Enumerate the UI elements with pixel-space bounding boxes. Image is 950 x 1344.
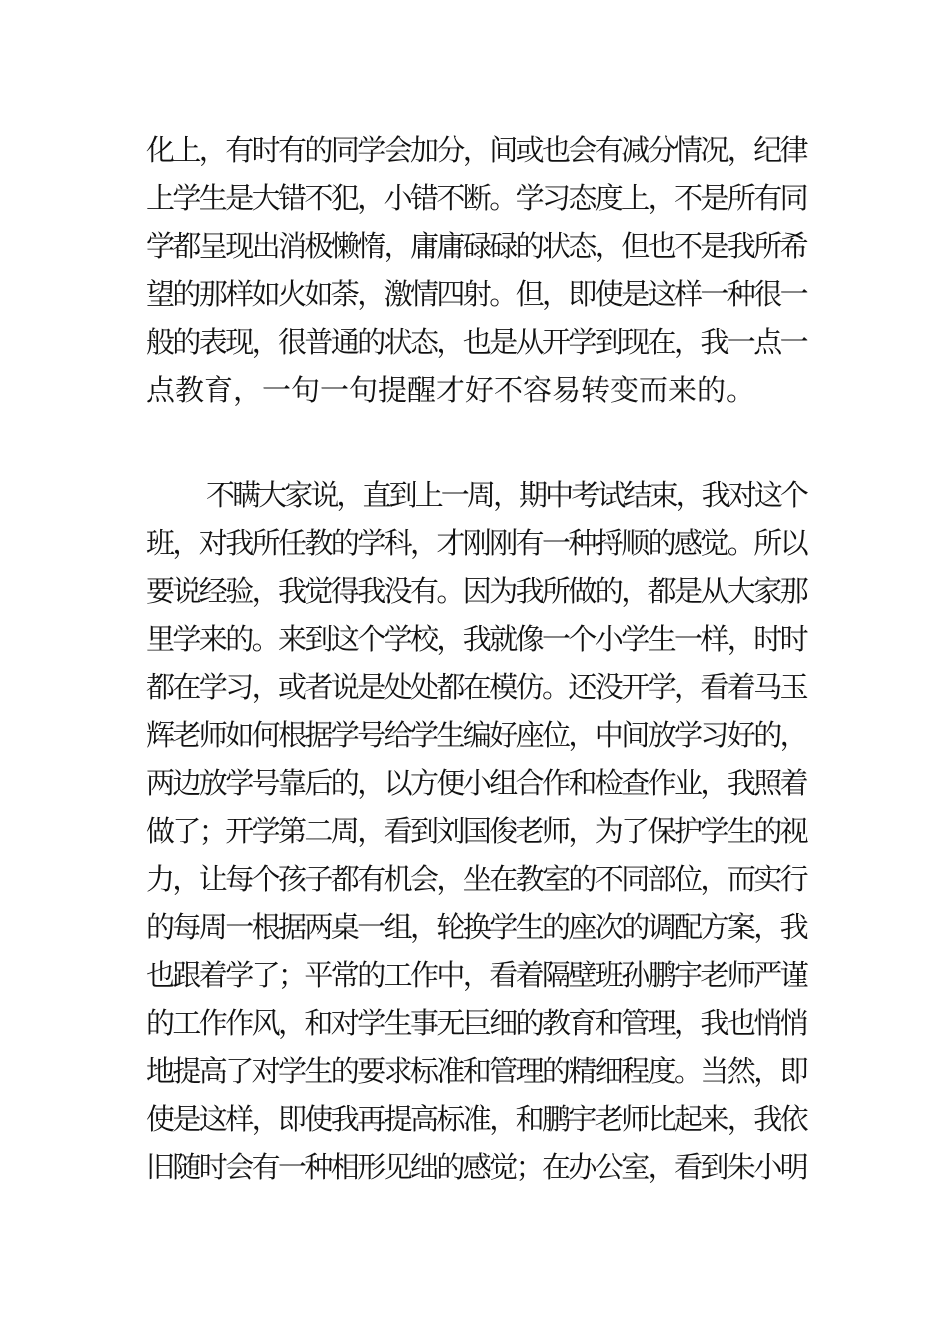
paragraph-line: 不瞒大家说，直到上一周，期中考试结束，我对这个 <box>206 478 807 512</box>
paragraph-line: 的每周一根据两桌一组，轮换学生的座次的调配方案，我 <box>146 910 807 944</box>
paragraph-line: 地提高了对学生的要求标准和管理的精细程度。当然，即 <box>146 1054 807 1088</box>
paragraph-line: 力，让每个孩子都有机会，坐在教室的不同部位，而实行 <box>146 862 807 896</box>
paragraph-line: 的工作作风，和对学生事无巨细的教育和管理，我也悄悄 <box>146 1006 807 1040</box>
paragraph-line: 上学生是大错不犯，小错不断。学习态度上，不是所有同 <box>146 181 807 215</box>
paragraph-line: 点教育，一句一句提醒才好不容易转变而来的。 <box>146 373 756 407</box>
paragraph-line: 两边放学号靠后的，以方便小组合作和检查作业，我照着 <box>146 766 807 800</box>
paragraph-line: 使是这样，即使我再提高标准，和鹏宇老师比起来，我依 <box>146 1102 807 1136</box>
paragraph-line: 要说经验，我觉得我没有。因为我所做的，都是从大家那 <box>146 574 807 608</box>
paragraph-line: 班，对我所任教的学科，才刚刚有一种捋顺的感觉。所以 <box>146 526 807 560</box>
paragraph-line: 学都呈现出消极懒惰，庸庸碌碌的状态，但也不是我所希 <box>146 229 807 263</box>
paragraph-line: 旧随时会有一种相形见绌的感觉；在办公室，看到朱小明 <box>146 1150 807 1184</box>
paragraph-line: 都在学习，或者说是处处都在模仿。还没开学，看着马玉 <box>146 670 807 704</box>
paragraph-line: 辉老师如何根据学号给学生编好座位，中间放学习好的， <box>146 718 807 752</box>
paragraph-line: 里学来的。来到这个学校，我就像一个小学生一样，时时 <box>146 622 807 656</box>
paragraph-line: 做了；开学第二周，看到刘国俊老师，为了保护学生的视 <box>146 814 807 848</box>
paragraph-line: 般的表现，很普通的状态，也是从开学到现在，我一点一 <box>146 325 807 359</box>
paragraph-line: 化上，有时有的同学会加分，间或也会有减分情况，纪律 <box>146 133 807 167</box>
paragraph-line: 望的那样如火如荼，激情四射。但，即使是这样一种很一 <box>146 277 807 311</box>
paragraph-line: 也跟着学了；平常的工作中，看着隔壁班孙鹏宇老师严谨 <box>146 958 807 992</box>
